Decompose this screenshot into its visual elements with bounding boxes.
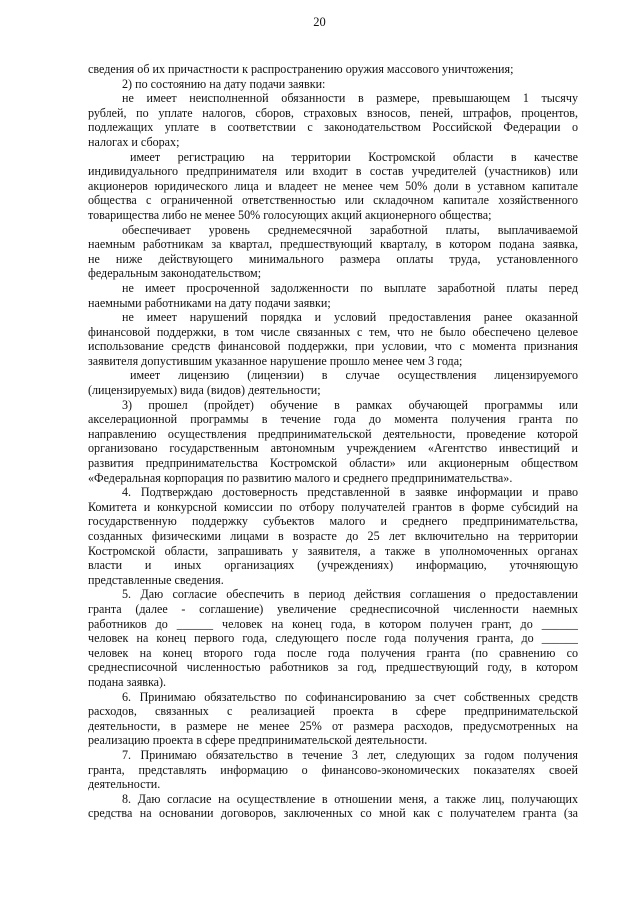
text-line: финансовой поддержки, в том числе связанных с тем, что не было обеспечено целевое bbox=[88, 324, 578, 339]
text-line: деятельности. bbox=[88, 777, 161, 792]
text-line: не имеет неисполненной обязанности в размере, превышающем 1 тысячу bbox=[122, 91, 578, 106]
page-number: 20 bbox=[313, 15, 326, 29]
text-line: сведения об их причастности к распространению оружия массового уничтожения; bbox=[88, 62, 514, 76]
text-line: представленные сведения. bbox=[88, 572, 224, 587]
text-line: акселерационной программы в течение года до момента получения гранта по bbox=[88, 412, 578, 427]
text-line: организовано государственным автономным учреждением «Агентство инвестиций и bbox=[88, 441, 578, 456]
text-line: созданных физическими лицами в возрасте до 25 лет включительно на территории bbox=[88, 529, 578, 543]
text-line: наемным работникам за квартал, предшествующий кварталу, в котором подана заявка, bbox=[88, 237, 578, 252]
text-line: обеспечивает уровень среднемесячной заработной платы, выплачиваемой bbox=[122, 222, 578, 237]
text-line: Костромской области, запрашивать у заявителя, а также в уполномоченных органах bbox=[88, 543, 578, 558]
text-line: «Федеральная корпорация по развитию малого и среднего предпринимательства». bbox=[88, 470, 513, 485]
text-line: реализацию проекта в сфере предпринимательской деятельности. bbox=[88, 733, 428, 748]
text-line: (лицензируемых) вида (видов) деятельности; bbox=[88, 383, 321, 398]
text-line: подана заявка). bbox=[88, 674, 167, 689]
text-line: 4. Подтверждаю достоверность представленной в заявке информации и право bbox=[122, 485, 578, 500]
text-line: использование средств финансовой поддержки, при условии, что с момента признания bbox=[88, 339, 578, 354]
document-body bbox=[88, 62, 578, 821]
text-line: 3) прошел (пройдет) обучение в рамках обучающей программы или bbox=[122, 397, 578, 412]
text-line: 2) по состоянию на дату подачи заявки: bbox=[122, 76, 326, 91]
text-line: 7. Принимаю обязательство в течение 3 лет, следующих за годом получения bbox=[122, 747, 578, 762]
text-line: индивидуального предпринимателя или входит в состав учредителей (участников) или bbox=[88, 164, 578, 179]
text-line: заявителя допустившим указанное нарушение прошло менее чем 3 года; bbox=[88, 353, 463, 368]
text-line: работников до ______ человек на конец года, в котором получен грант, до ______ bbox=[88, 616, 578, 631]
text-line: не имеет просроченной задолженности по выплате заработной платы перед bbox=[122, 280, 578, 295]
text-line: гранта (далее - соглашение) увеличение среднесписочной численности наемных bbox=[88, 601, 578, 616]
text-line: имеет регистрацию на территории Костромской области в качестве bbox=[130, 149, 578, 164]
text-line: 5. Даю согласие обеспечить в период действия соглашения о предоставлении bbox=[122, 587, 578, 602]
text-line: общества с ограниченной ответственностью или складочном капитале хозяйственного bbox=[88, 193, 578, 208]
text-line: рублей, по уплате налогов, сборов, страховых взносов, пеней, штрафов, процентов, bbox=[88, 105, 578, 120]
text-line: власти и иных организациях (учреждениях) информацию, уточняющую bbox=[88, 558, 578, 573]
text-line: федеральным законодательством; bbox=[88, 266, 262, 281]
text-line: подлежащих уплате в соответствии с законодательством Российской Федерации о bbox=[88, 120, 578, 135]
text-line: наемными работниками на дату подачи заявки; bbox=[88, 295, 331, 310]
text-line: расходов, связанных с реализацией проекта в сфере предпринимательской bbox=[88, 704, 578, 719]
text-line: 6. Принимаю обязательство по софинансированию за счет собственных средств bbox=[122, 689, 578, 704]
text-line: деятельности, в размере не менее 25% от размера расходов, предусмотренных на bbox=[88, 718, 578, 733]
text-line: 8. Даю согласие на осуществление в отношении меня, а также лиц, получающих bbox=[122, 791, 578, 806]
text-line: средства на основании договоров, заключенных со мной как с получателем гранта (за bbox=[88, 806, 578, 821]
text-line: акционеров юридического лица и владеет не менее чем 50% доли в уставном капитале bbox=[88, 178, 578, 193]
text-line: Комитета и конкурсной комиссии по отбору получателей грантов в форме субсидий на bbox=[88, 499, 578, 514]
text-line: гранта, представлять информацию о финансово-экономических показателях своей bbox=[88, 762, 578, 777]
text-line: налогах и сборах; bbox=[88, 134, 180, 149]
text-line: человек на конец первого года, следующего после года получения гранта, до ______ bbox=[88, 631, 578, 646]
text-line: не имеет нарушений порядка и условий предоставления ранее оказанной bbox=[122, 310, 578, 325]
text-line: среднесписочной численностью работников за год, предшествующий году, в котором bbox=[88, 660, 578, 675]
text-line: государственную поддержку субъектов малого и среднего предпринимательства, bbox=[88, 514, 578, 529]
text-line: имеет лицензию (лицензии) в случае осуществления лицензируемого bbox=[130, 368, 578, 383]
text-line: товарищества либо не менее 50% голосующих акций акционерного общества; bbox=[88, 207, 492, 222]
text-line: направлению осуществления предпринимательской деятельности, проведение которой bbox=[88, 426, 578, 441]
text-line: не ниже действующего минимального размера оплаты труда, установленного bbox=[88, 251, 578, 266]
text-line: развития предпринимательства Костромской области» или акционерным обществом bbox=[88, 456, 578, 471]
text-line: человек на конец второго года после года получения гранта (по сравнению со bbox=[88, 645, 578, 660]
